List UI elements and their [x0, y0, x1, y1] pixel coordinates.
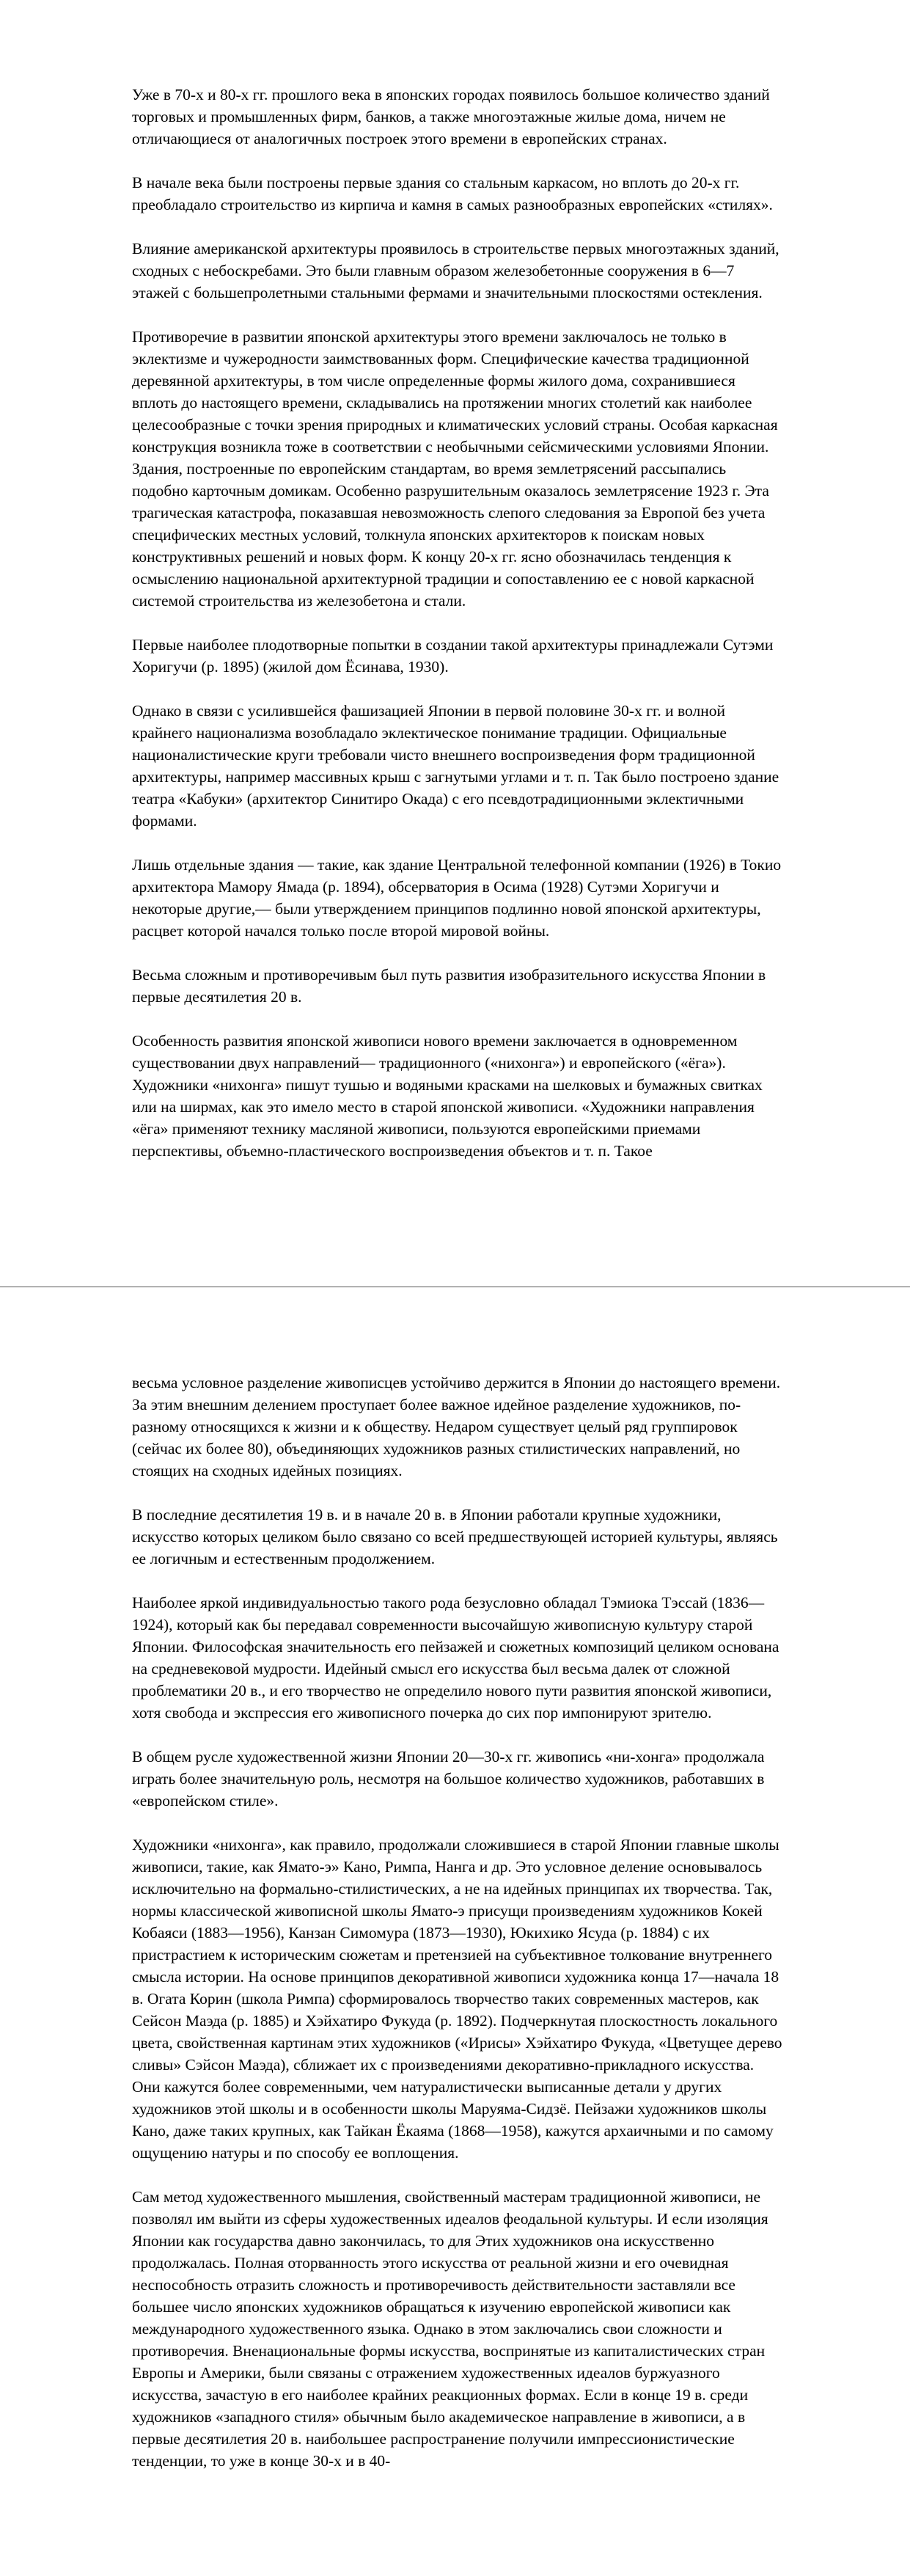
paragraph: Особенность развития японской живописи нового времени заключается в одновременном существовании двух направлений— традиционного («нихонга») и европейского («ёга»). Художники «нихонга» пишут тушью и водяными красками на шелковых и бумажных свитках или на ширмах, как это имело место в старой японской живописи. «Художники направления «ёга» применяют технику масляной живописи, пользуются европейскими приемами перспективы, объемно-пластического воспроизведения объектов и т. п. Такое — [132, 1032, 763, 1160]
paragraph: Уже в 70-х и 80-х гг. прошлого века в японских городах появилось большое количество зданий торговых и промышленных фирм, банков, а также многоэтажные жилые дома, ничем не отличающиеся от аналогичных построек этого времени в европейских странах. — [132, 86, 770, 147]
paragraph: Однако в связи с усилившейся фашизацией Японии в первой половине 30-х гг. и волной крайнего национализма возобладало эклектическое понимание традиции. Официальные националистические круги требовали чисто внешнего воспроизведения форм традиционной архитектуры, например массивных крыш с загнутыми углами и т. п. Так было построено здание театра «Кабуки» (архитектор Синитиро Окада) с его псевдотрадиционными эклектичными формами. — [132, 702, 779, 830]
paragraph: Сам метод художественного мышления, свойственный мастерам традиционной живописи, не позволял им выйти из сферы художественных идеалов феодальной культуры. И если изоляция Японии как государства давно закончилась, то для Этих художников она искусственно продолжалась. Полная оторванность этого искусства от реальной жизни и его очевидная неспособность отразить сложность и противоречивость действительности заставляли все большее число японских художников обращаться к изучению европейской живописи как международного художественного языка. Однако в этом заключались свои сложности и противоречия. Вненациональные формы искусства, воспринятые из капиталистических стран Европы и Америки, были связаны с отражением художественных идеалов буржуазного искусства, зачастую в его наиболее крайних реакционных формах. Если в конце 19 в. среди художников «западного стиля» обычным было академическое направление в живописи, а в первые десятилетия 20 в. наибольшее распространение получили импрессионистические тенденции, то уже в конце 30-х и в 40- — [132, 2188, 768, 2470]
page-1 — [0, 0, 910, 1287]
paragraph: Весьма сложным и противоречивым был путь развития изобразительного искусства Японии в первые десятилетия 20 в. — [132, 966, 766, 1006]
paragraph: Художники «нихонга», как правило, продолжали сложившиеся в старой Японии главные школы живописи, такие, как Ямато-э» Кано, Римпа, Нанга и др. Это условное деление основывалось исключительно на формально-стилистических, а не на идейных принципах их творчества. Так, нормы классической живописной школы Ямато-э присущи произведениям художников Кокей Кобаяси (1883—1956), Канзан Симомура (1873—1930), Юкихико Ясуда (р. 1884) с их пристрастием к историческим сюжетам и претензией на субъективное толкование внутреннего смысла истории. На основе принципов декоративной живописи художника конца 17—начала 18 в. Огата Корин (школа Римпа) сформировалось творчество таких современных мастеров, как Сейсон Маэда (р. 1885) и Хэйхатиро Фукуда (р. 1892). Подчеркнутая плоскостность локального цвета, свойственная картинам этих художников («Ирисы» Хэйхатиро Фукуда, «Цветущее дерево сливы» Сэйсон Маэда), сближает их с произведениями декоративно-прикладного искусства. Они кажутся более современными, чем натуралистически выписанные детали у других художников этой школы и в особенности школы Маруяма-Сидзё. Пейзажи художников школы Кано, даже таких крупных, как Тайкан Ёкаяма (1868—1958), кажутся архаичными и по самому ощущению натуры и по способу ее воплощения. — [132, 1836, 782, 2162]
paragraph: весьма условное разделение живописцев устойчиво держится в Японии до настоящего времени. За этим внешним делением проступает более важное идейное разделение художников, по-разному относящихся к жизни и к обществу. Недаром существует целый ряд группировок (сейчас их более 80), объединяющих художников разных стилистических направлений, но стоящих на сходных идейных позициях. — [132, 1374, 781, 1479]
page-2-text — [132, 1372, 785, 2494]
page-1-text — [132, 84, 785, 1184]
paragraph: В общем русле художественной жизни Японии 20—30-х гг. живопись «ни-хонга» продолжала играть более значительную роль, несмотря на большое количество художников, работавших в «европейском стиле». — [132, 1748, 765, 1810]
paragraph: В начале века были построены первые здания со стальным каркасом, но вплоть до 20-х гг. преобладало строительство из кирпича и камня в самых разнообразных европейских «стилях». — [132, 174, 773, 213]
paragraph: Наиболее яркой индивидуальностью такого рода безусловно обладал Тэмиока Тэссай (1836—1924), который как бы передавал современности высочайшую живописную культуру старой Японии. Философская значительность его пейзажей и сюжетных композиций целиком основана на средневековой мудрости. Идейный смысл его искусства был весьма далек от сложной проблематики 20 в., и его творчество не определило нового пути развития японской живописи, хотя свобода и экспрессия его живописного почерка до сих пор импонируют зрителю. — [132, 1594, 779, 1721]
paragraph: Лишь отдельные здания — такие, как здание Центральной телефонной компании (1926) в Токио архитектора Мамору Ямада (р. 1894), обсерватория в Осима (1928) Сутэми Хоригучи и некоторые другие,— были утверждением принципов подлинно новой японской архитектуры, расцвет которой начался только после второй мировой войны. — [132, 856, 782, 940]
page-2 — [0, 1288, 910, 2575]
paragraph: Противоречие в развитии японской архитектуры этого времени заключалось не только в эклектизме и чужеродности заимствованных форм. Специфические качества традиционной деревянной архитектуры, в том числе определенные формы жилого дома, сохранившиеся вплоть до настоящего времени, складывались на протяжении многих столетий как наиболее целесообразные с точки зрения природных и климатических условий страны. Особая каркасная конструкция возникла тоже в соответствии с необычными сейсмическими условиями Японии. Здания, построенные по европейским стандартам, во время землетрясений рассыпались подобно карточным домикам. Особенно разрушительным оказалось землетрясение 1923 г. Эта трагическая катастрофа, показавшая невозможность слепого следования за Европой без учета специфических местных условий, толкнула японских архитекторов к поискам новых конструктивных решений и новых форм. К концу 20-х гг. ясно обозначилась тенденция к осмыслению национальной архитектурной традиции и сопоставлению ее с новой каркасной системой строительства из железобетона и стали. — [132, 328, 778, 610]
paragraph: В последние десятилетия 19 в. и в начале 20 в. в Японии работали крупные художники, искусство которых целиком было связано со всей предшествующей историей культуры, являясь ее логичным и естественным продолжением. — [132, 1506, 778, 1567]
paragraph: Влияние американской архитектуры проявилось в строительстве первых многоэтажных зданий, сходных с небоскребами. Это были главным образом железобетонные сооружения в 6—7 этажей с большепролетными стальными фермами и значительными плоскостями остекления. — [132, 240, 779, 301]
paragraph: Первые наиболее плодотворные попытки в создании такой архитектуры принадлежали Сутэми Хоригучи (р. 1895) (жилой дом Ёсинава, 1930). — [132, 636, 774, 676]
